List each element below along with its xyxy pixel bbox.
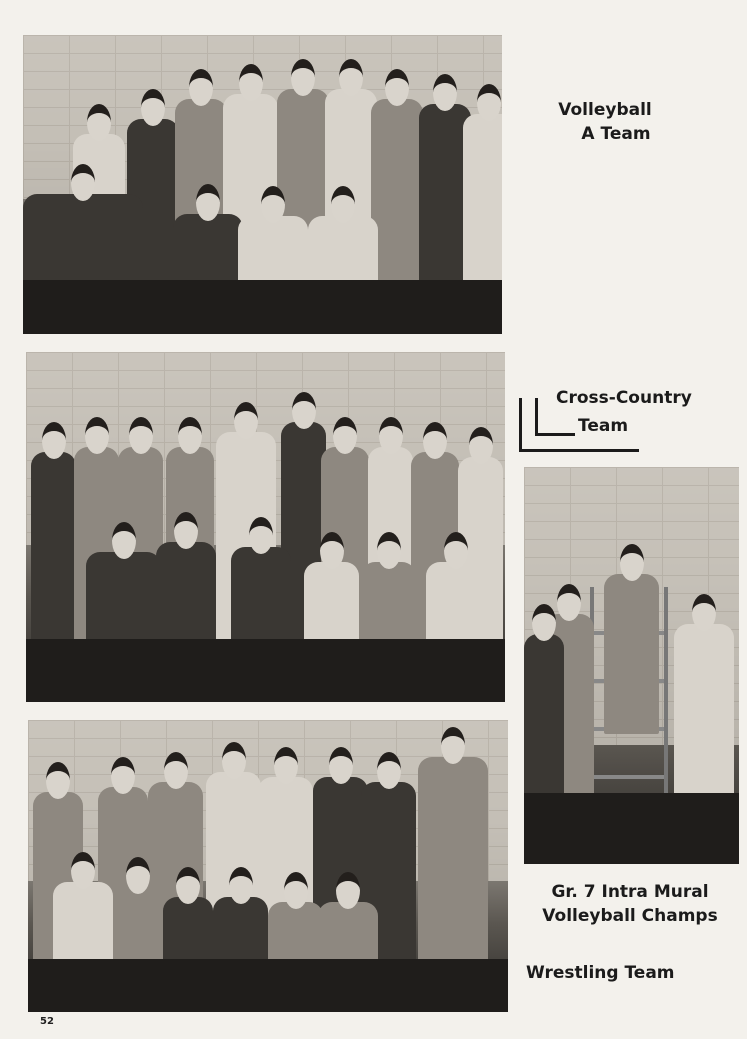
- caption-line: Gr. 7 Intra Mural: [551, 882, 709, 902]
- intramural-volleyball-champs-photo: [524, 467, 739, 864]
- photo-floor: [28, 959, 508, 1012]
- photo-floor: [23, 280, 502, 334]
- volleyball-a-team-photo: [23, 35, 502, 334]
- page-number: 52: [40, 1016, 54, 1027]
- cross-country-team-photo: [26, 352, 505, 702]
- caption-line: Team: [578, 416, 629, 436]
- caption-line: Wrestling Team: [526, 963, 675, 983]
- intramural-caption: [520, 880, 740, 928]
- cross-country-caption: [556, 386, 736, 438]
- team-member: [604, 574, 659, 734]
- volleyball-a-caption: [540, 98, 670, 146]
- caption-line: Cross-Country: [556, 388, 692, 408]
- wrestling-caption: [526, 961, 736, 985]
- caption-line: Volleyball Champs: [542, 906, 718, 926]
- wrestling-team-photo: [28, 720, 508, 1012]
- photo-floor: [26, 639, 505, 702]
- caption-line: Volleyball: [558, 100, 652, 120]
- caption-line: A Team: [581, 124, 651, 144]
- photo-floor: [524, 793, 739, 864]
